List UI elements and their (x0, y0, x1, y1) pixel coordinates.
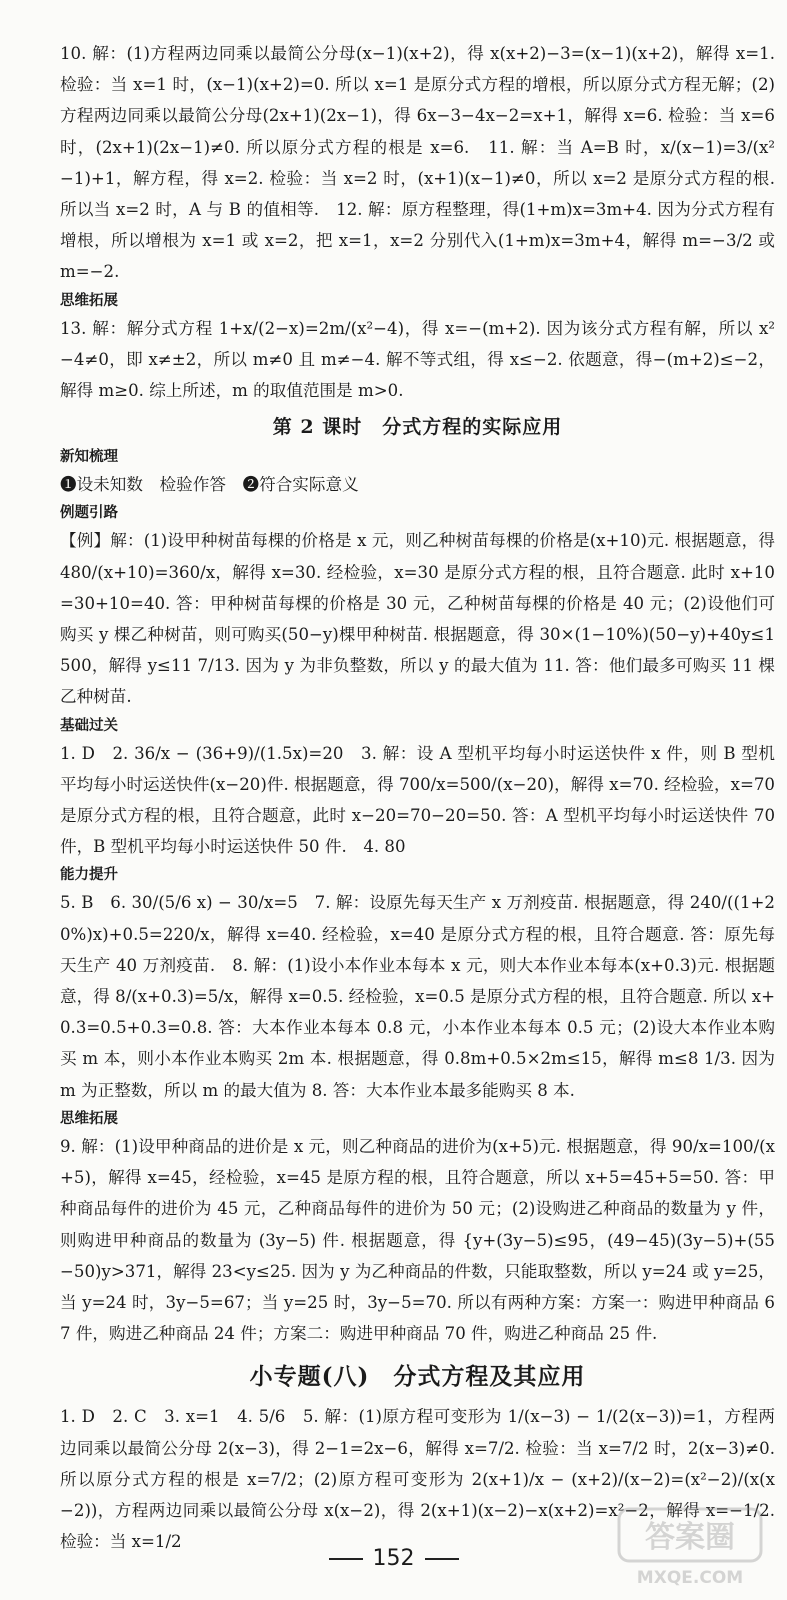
footer-dash-left (329, 1558, 363, 1560)
section-subheading: 基础过关 (60, 717, 118, 734)
answer-paragraph: 5. B 6. 30/(5/6 x) − 30/x=5 7. 解：设原先每天生产 x 万剂疫苗. 根据题意，得 240/((1+20%)x)+0.5=220/x，解得 x=40. 经检验，x=40 是原分式方程的根，且符合题意. 答：原先每天生产 40 万剂疫苗. 8. 解：(1)设小本作业本每本 x 元，则大本作业本每本(x+0.3)元. 根据题意，得 8/(x+0.3)=5/x，解得 x=0.5. 经检验，x=0.5 是原分式方程的根，且符合题意. 所以 x+0.3=0.5+0.3=0.8. 答：大本作业本每本 0.8 元，小本作业本每本 0.5 元；(2)设大本作业本购买 m 本，则小本作业本购买 2m 本. 根据题意，得 0.8m+0.5×2m≤15，解得 m≤8 1/3. 因为 m 为正整数，所以 m 的最大值为 8. 答：大本作业本最多能购买 8 本. (60, 893, 775, 1100)
watermark-logo (615, 1505, 765, 1590)
answer-paragraph: 1. D 2. 36/x − (36+9)/(1.5x)=20 3. 解：设 A 型机平均每小时运送快件 x 件，则 B 型机平均每小时运送快件(x−20)件. 根据题意，得 700/x=500/(x−20)，解得 x=70. 经检验，x=70 是原分式方程的根，且符合题意，此时 x−20=70−20=50. 答：A 型机平均每小时运送快件 70 件，B 型机平均每小时运送快件 50 件. 4. 80 (60, 743, 775, 857)
answer-paragraph: 10. 解：(1)方程两边同乘以最简公分母(x−1)(x+2)，得 x(x+2)−3=(x−1)(x+2)，解得 x=1. 检验：当 x=1 时，(x−1)(x+2)=0. 所以 x=1 是原分式方程的增根，所以原分式方程无解；(2)方程两边同乘以最简公分母(2x+1)(2x−1)，得 6x−3−4x−2=x+1，解得 x=6. 检验：当 x=6 时，(2x+1)(2x−1)≠0. 所以原分式方程的根是 x=6. 11. 解：当 A=B 时，x/(x−1)=3/(x²−1)+1，解方程，得 x=2. 检验：当 x=2 时，(x+1)(x−1)≠0，所以 x=2 是原分式方程的根. 所以当 x=2 时，A 与 B 的值相等. 12. 解：原方程整理，得(1+m)x=3m+4. 因为分式方程有增根，所以增根为 x=1 或 x=2，把 x=1，x=2 分别代入(1+m)x=3m+4，解得 m=−3/2 或 m=−2. (60, 44, 775, 282)
lesson-title: 第 2 课时 分式方程的实际应用 (272, 416, 563, 439)
footer-dash-right (425, 1558, 459, 1560)
page-number: 152 (372, 1546, 415, 1571)
answer-paragraph: 【例】解：(1)设甲种树苗每棵的价格是 x 元，则乙种树苗每棵的价格是(x+10)元. 根据题意，得 480/(x+10)=360/x，解得 x=30. 经检验，x=30 是原分式方程的根，且符合题意. 此时 x+10=30+10=40. 答：甲种树苗每棵的价格是 30 元，乙种树苗每棵的价格是 40 元；(2)设他们可购买 y 棵乙种树苗，则可购买(50−y)棵甲种树苗. 根据题意，得 30×(1−10%)(50−y)+40y≤1 500，解得 y≤11 7/13. 因为 y 为非负整数，所以 y 的最大值为 11. 答：他们最多可购买 11 棵乙种树苗. (60, 531, 775, 707)
section-subheading: 思维拓展 (60, 292, 118, 309)
answer-paragraph: 1. D 2. C 3. x=1 4. 5/6 5. 解：(1)原方程可变形为 1/(x−3) − 1/(2(x−3))=1，方程两边同乘以最简公分母 2(x−3)，得 2−1=2x−6，解得 x=7/2. 检验：当 x=7/2 时，2(x−3)≠0. 所以原分式方程的根是 x=7/2；(2)原方程可变形为 2(x+1)/x − (x+2)/(x−2)=(x²−2)/(x(x−2))，方程两边同乘以最简公分母 x(x−2)，得 2(x+1)(x−2)−x(x+2)=x²−2，解得 x=−1/2. 检验：当 x=1/2 (60, 1407, 775, 1552)
answer-paragraph: 13. 解：解分式方程 1+x/(2−x)=2m/(x²−4)，得 x=−(m+2). 因为该分式方程有解，所以 x²−4≠0，即 x≠±2，所以 m≠0 且 m≠−4. 解不等式组，得 x≤−2. 依题意，得−(m+2)≤−2，解得 m≥0. 综上所述，m 的取值范围是 m>0. (60, 318, 775, 401)
section-subheading: 思维拓展 (60, 1110, 118, 1127)
answer-paragraph: 9. 解：(1)设甲种商品的进价是 x 元，则乙种商品的进价为(x+5)元. 根据题意，得 90/x=100/(x+5)，解得 x=45，经检验，x=45 是原方程的根，且符合题意，所以 x+5=45+5=50. 答：甲种商品每件的进价为 45 元，乙种商品每件的进价为 50 元；(2)设购进乙种商品的数量为 y 件，则购进甲种商品的数量为 (3y−5) 件. 根据题意，得 {y+(3y−5)≤95，(49−45)(3y−5)+(55−50)y>371，解得 23<y≤25. 因为 y 为乙种商品的件数，只能取整数，所以 y=24 或 y=25，当 y=24 时，3y−5=67；当 y=25 时，3y−5=70. 所以有两种方案：方案一：购进甲种商品 67 件，购进乙种商品 24 件；方案二：购进甲种商品 70 件，购进乙种商品 25 件. (60, 1136, 775, 1344)
left-edge-marks (0, 0, 12, 1600)
section-subheading: 例题引路 (60, 505, 118, 522)
answer-paragraph: ❶设未知数 检验作答 ❷符合实际意义 (60, 475, 359, 495)
topic-title: 小专题(八) 分式方程及其应用 (249, 1363, 586, 1391)
document-page (60, 38, 775, 1557)
section-subheading: 新知梳理 (60, 449, 118, 466)
watermark-text-url: MXQE.COM (636, 1568, 744, 1588)
section-subheading: 能力提升 (60, 867, 118, 884)
watermark-text-main: 答案圈 (645, 1520, 735, 1555)
